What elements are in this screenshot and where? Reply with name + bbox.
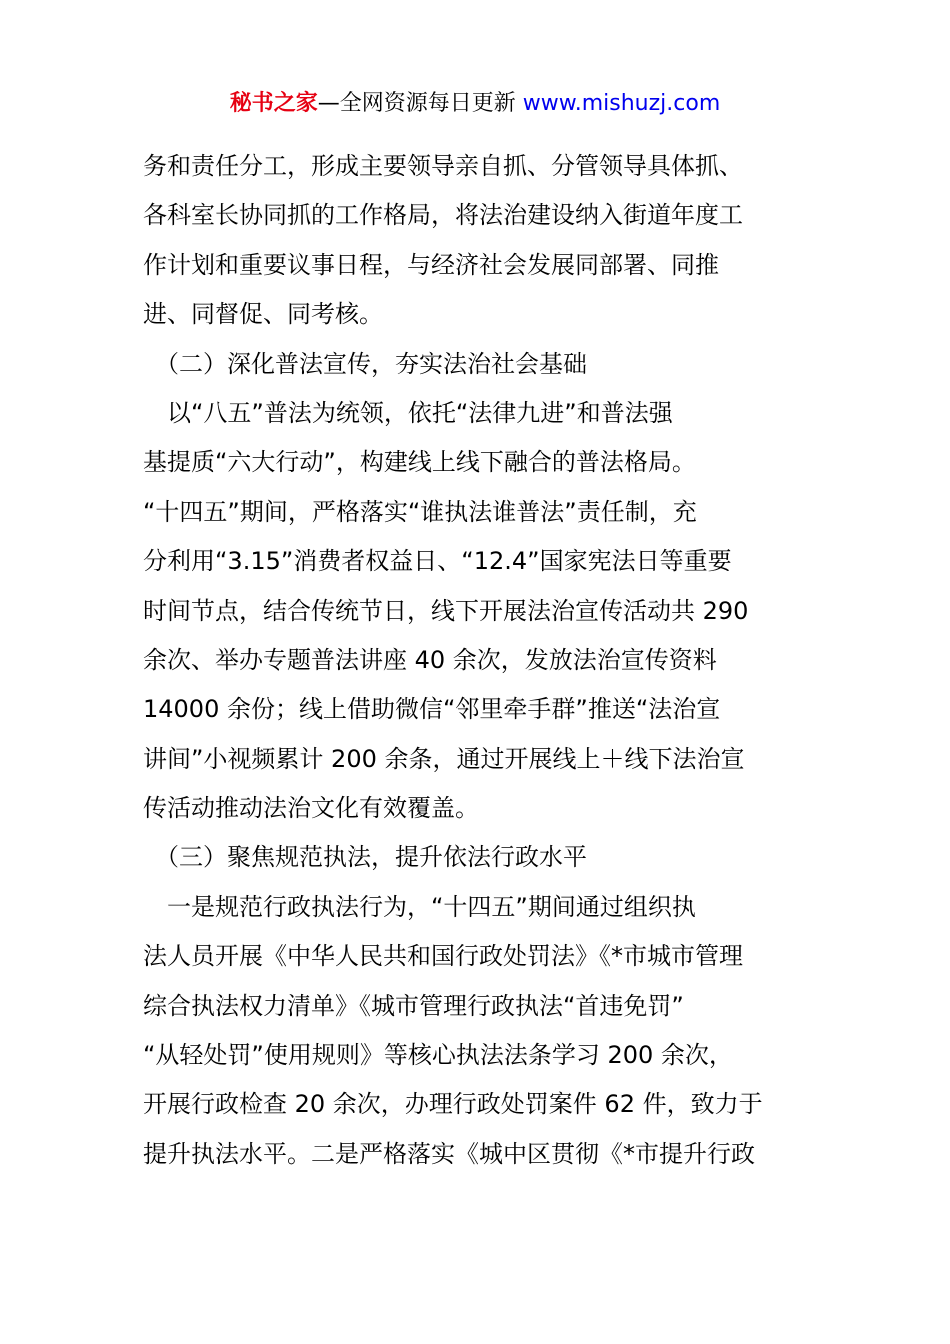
text-line: 以“八五”普法为统领，依托“法律九进”和普法强 (143, 398, 673, 427)
header-tagline: —全网资源每日更新 (317, 91, 516, 116)
text-line: 提升执法水平。二是严格落实《城中区贯彻《*市提升行政 (143, 1139, 755, 1168)
text-line: 务和责任分工，形成主要领导亲自抓、分管领导具体抓、 (143, 152, 743, 180)
text-line: 各科室长协同抓的工作格局，将法治建设纳入街道年度工 (143, 201, 743, 230)
page-header (0, 88, 950, 120)
text-line: 14000 余份；线上借助微信“邻里牵手群”推送“法治宣 (143, 695, 721, 724)
section-heading: （三）聚焦规范执法，提升依法行政水平 (143, 843, 587, 872)
section-heading: （二）深化普法宣传，夯实法治社会基础 (143, 349, 587, 378)
website-link[interactable]: www.mishuzj.com (522, 91, 721, 116)
text-line: 综合执法权力清单》《城市管理行政执法“首违免罚” (143, 991, 684, 1020)
brand-name: 秘书之家 (229, 91, 318, 116)
text-line: 传活动推动法治文化有效覆盖。 (143, 794, 479, 823)
text-line: 时间节点，结合传统节日，线下开展法治宣传活动共 290 (143, 596, 749, 625)
text-line: “从轻处罚”使用规则》等核心执法法条学习 200 余次， (143, 1041, 733, 1070)
text-line: “十四五”期间，严格落实“谁执法谁普法”责任制，充 (143, 497, 697, 526)
text-line: 法人员开展《中华人民共和国行政处罚法》《*市城市管理 (143, 942, 743, 971)
text-line: 余次、举办专题普法讲座 40 余次，发放法治宣传资料 (143, 645, 717, 674)
body-text (143, 142, 809, 1179)
text-line: 进、同督促、同考核。 (143, 300, 383, 329)
text-line: 开展行政检查 20 余次，办理行政处罚案件 62 件，致力于 (143, 1090, 763, 1119)
text-line: 作计划和重要议事日程，与经济社会发展同部署、同推 (143, 250, 719, 279)
text-line: 一是规范行政执法行为，“十四五”期间通过组织执 (143, 892, 696, 921)
text-line: 基提质“六大行动”，构建线上线下融合的普法格局。 (143, 448, 696, 477)
text-line: 讲间”小视频累计 200 余条，通过开展线上＋线下法治宣 (143, 744, 745, 773)
text-line: 分利用“3.15”消费者权益日、“12.4”国家宪法日等重要 (143, 547, 732, 576)
